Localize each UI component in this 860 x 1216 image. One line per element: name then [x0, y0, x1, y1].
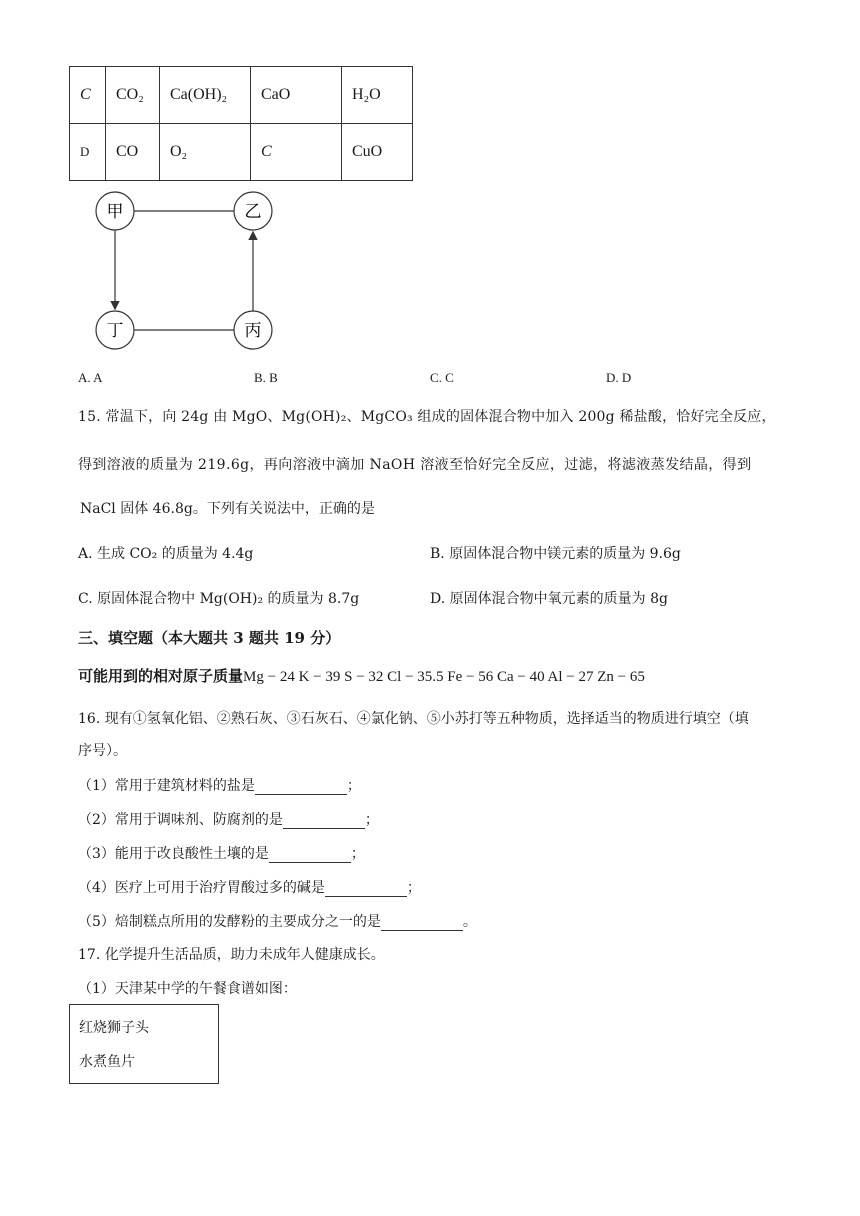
- q14-choice-b: B. B: [254, 370, 278, 385]
- relation-diagram: [90, 188, 290, 358]
- q15-stem-line1: 15. 常温下，向 24g 由 MgO、Mg(OH)₂、MgCO₃ 组成的固体混合物中加入 200g 稀盐酸，恰好完全反应，: [78, 409, 776, 425]
- q16-item-end: ；: [346, 778, 361, 794]
- q15-choice-b: B. 原固体混合物中镁元素的质量为 9.6g: [430, 546, 681, 562]
- option-cell: CO: [106, 124, 160, 181]
- answer-blank[interactable]: [283, 812, 365, 829]
- q15-choice-d: D. 原固体混合物中氧元素的质量为 8g: [430, 591, 668, 607]
- option-cell: Ca(OH)₂: [160, 67, 251, 124]
- option-cell: CO₂: [106, 67, 160, 124]
- answer-blank[interactable]: [255, 778, 347, 795]
- node-bing-label: 丙: [244, 321, 262, 341]
- q16-stem-line2: 序号）。: [78, 743, 127, 759]
- node-jia-label: 甲: [106, 202, 124, 222]
- q14-choice-a: A. A: [78, 370, 103, 385]
- node-ding-label: 丁: [106, 321, 124, 341]
- q16-item-text: （4）医疗上可用于治疗胃酸过多的碱是: [78, 880, 325, 896]
- q16-item-text: （2）常用于调味剂、防腐剂的是: [78, 812, 283, 828]
- option-cell: CuO: [342, 124, 413, 181]
- q15-choice-a: A. 生成 CO₂ 的质量为 4.4g: [78, 546, 254, 562]
- node-yi-label: 乙: [244, 202, 262, 222]
- q15-stem-line2: 得到溶液的质量为 219.6g，再向溶液中滴加 NaOH 溶液至恰好完全反应，过滤，将滤液蒸发结晶，得到: [78, 457, 752, 473]
- q17-sub1: （1）天津某中学的午餐食谱如图：: [78, 981, 297, 997]
- q16-item-end: 。: [462, 914, 477, 930]
- menu-item: 红烧狮子头: [79, 1020, 149, 1036]
- lunch-menu-box: [69, 1004, 219, 1084]
- q16-item-2: [78, 809, 379, 829]
- menu-item: 水煮鱼片: [79, 1054, 135, 1070]
- q16-item-4: [78, 877, 421, 897]
- option-row-d: [70, 124, 413, 181]
- answer-blank[interactable]: [325, 880, 407, 897]
- q16-item-5: [78, 911, 477, 931]
- atomic-masses-values: Mg − 24 K − 39 S − 32 Cl − 35.5 Fe − 56 Ca − 40 Al − 27 Zn − 65: [243, 669, 645, 685]
- q15-stem-line3: NaCl 固体 46.8g。下列有关说法中，正确的是: [80, 501, 375, 517]
- q14-choice-d: D. D: [606, 370, 632, 385]
- q16-item-end: ；: [350, 846, 365, 862]
- section-heading: 三、填空题（本大题共 3 题共 19 分）: [78, 629, 341, 647]
- answer-blank[interactable]: [269, 846, 351, 863]
- q17-stem: 17. 化学提升生活品质，助力未成年人健康成长。: [78, 947, 385, 963]
- option-label: D: [70, 124, 106, 181]
- option-table: [69, 66, 413, 181]
- answer-blank[interactable]: [381, 914, 463, 931]
- option-cell: CaO: [251, 67, 342, 124]
- option-label: C: [70, 67, 106, 124]
- q16-item-text: （1）常用于建筑材料的盐是: [78, 778, 255, 794]
- q16-item-end: ；: [406, 880, 421, 896]
- option-row-c: [70, 67, 413, 124]
- atomic-masses-label: 可能用到的相对原子质量: [78, 667, 244, 685]
- q16-item-1: [78, 775, 361, 795]
- q16-item-text: （5）焙制糕点所用的发酵粉的主要成分之一的是: [78, 914, 381, 930]
- q15-choice-c: C. 原固体混合物中 Mg(OH)₂ 的质量为 8.7g: [78, 591, 360, 607]
- q16-item-end: ；: [364, 812, 379, 828]
- option-cell: C: [251, 124, 342, 181]
- q16-stem-line1: 16. 现有①氢氧化铝、②熟石灰、③石灰石、④氯化钠、⑤小苏打等五种物质，选择适当的物质进行填空（填: [78, 711, 749, 727]
- q16-item-3: [78, 843, 365, 863]
- q14-choice-c: C. C: [430, 370, 454, 385]
- atomic-masses-line: [78, 665, 645, 686]
- option-cell: H₂O: [342, 67, 413, 124]
- option-cell: O₂: [160, 124, 251, 181]
- q16-item-text: （3）能用于改良酸性土壤的是: [78, 846, 269, 862]
